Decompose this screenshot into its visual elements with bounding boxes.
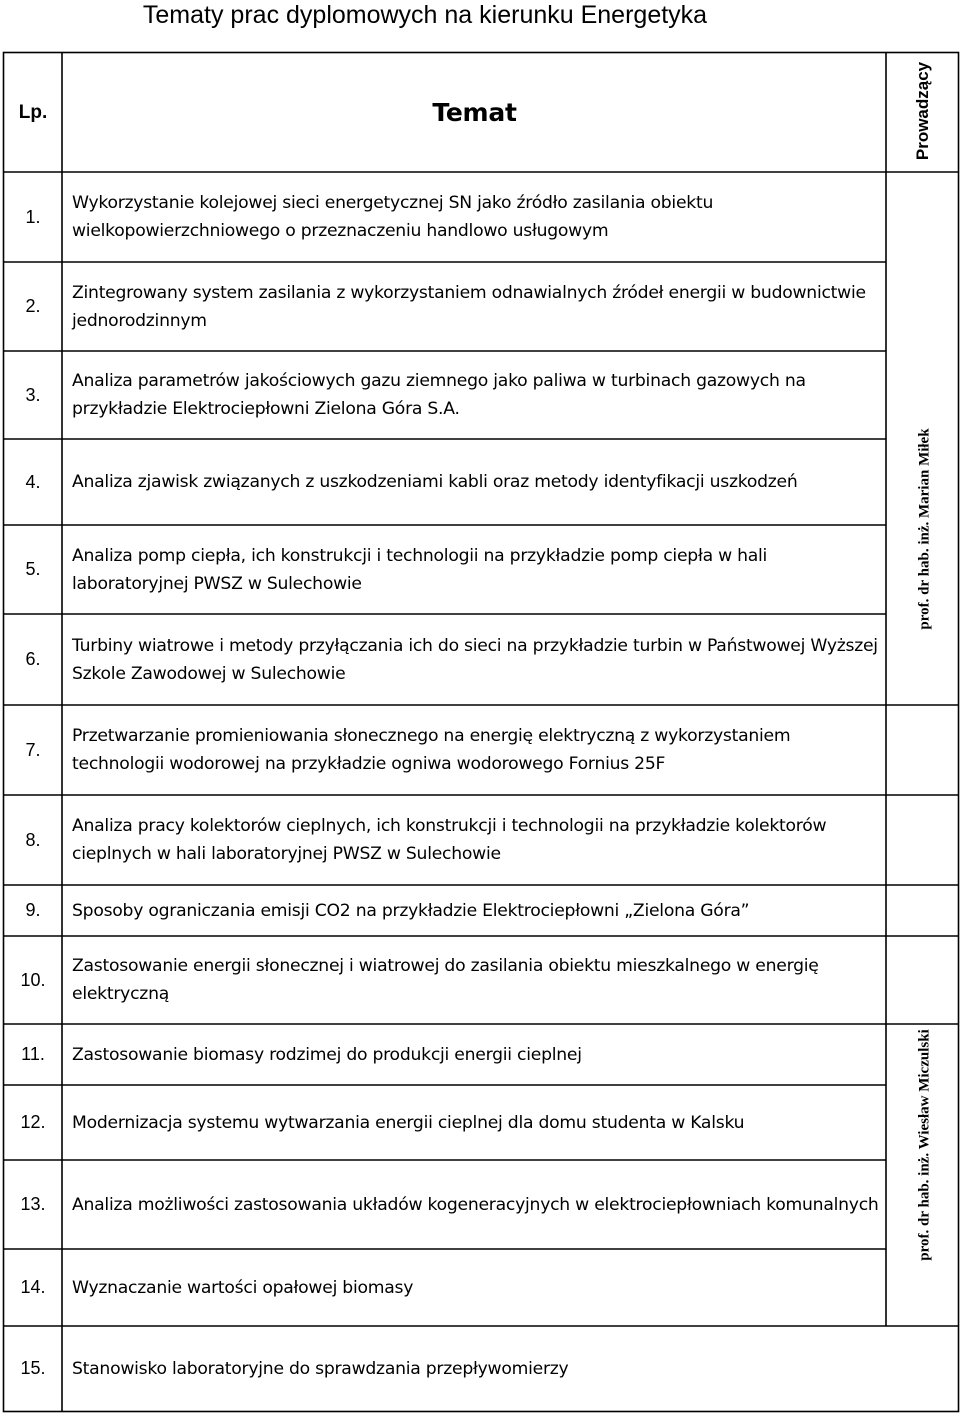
row-topic: Analiza pracy kolektorów cieplnych, ich konstrukcji i technologii na przykładzie kolektorów cieplnych w hali laboratoryjnej PWSZ w Sulechowie	[72, 816, 827, 864]
row-lp: 15.	[20, 1358, 46, 1378]
row-lp: 4.	[25, 471, 41, 492]
header-topic: Temat	[432, 97, 517, 127]
row-topic: Analiza możliwości zastosowania układów kogeneracyjnych w elektrociepłowniach komunalnych	[72, 1194, 879, 1215]
row-lp: 8.	[25, 829, 41, 850]
row-topic: Analiza pomp ciepła, ich konstrukcji i technologii na przykładzie pomp ciepła w hali laboratoryjnej PWSZ w Sulechowie	[72, 545, 768, 594]
row-lp: 3.	[25, 384, 41, 405]
row-lp: 9.	[25, 900, 41, 920]
row-lp: 11.	[21, 1044, 45, 1064]
row-topic: Wyznaczanie wartości opałowej biomasy	[72, 1277, 414, 1298]
row-topic: Przetwarzanie promieniowania słonecznego na energię elektryczną z wykorzystaniem technologii wodorowej na przykładzie ogniwa wodorowego Fornius 25F	[72, 726, 791, 774]
row-topic: Sposoby ograniczania emisji CO2 na przykładzie Elektrociepłowni „Zielona Góra”	[72, 900, 750, 921]
row-lp: 2.	[25, 296, 41, 316]
row-lp: 6.	[25, 649, 41, 669]
row-lp: 10.	[20, 969, 46, 990]
row-topic: Wykorzystanie kolejowej sieci energetycznej SN jako źródło zasilania obiektu wielkopowierzchniowego o przeznaczeniu handlowo usługowym	[72, 193, 714, 241]
row-topic: Zastosowanie biomasy rodzimej do produkcji energii cieplnej	[72, 1044, 582, 1065]
header-lp: Lp.	[18, 101, 48, 123]
row-lp: 12.	[20, 1112, 46, 1132]
row-lp: 13.	[20, 1194, 46, 1214]
supervisor-name: prof. dr hab. inż. Wiesław Miczulski	[916, 1029, 933, 1261]
row-topic: Modernizacja systemu wytwarzania energii cieplnej dla domu studenta w Kalsku	[72, 1112, 745, 1133]
header-supervisor: Prowadzący	[913, 61, 932, 161]
row-topic: Zintegrowany system zasilania z wykorzystaniem odnawialnych źródeł energii w budownictwie jednorodzinnym	[72, 282, 866, 331]
row-lp: 14.	[20, 1277, 46, 1297]
supervisor-name: prof. dr hab. inż. Marian Miłek	[916, 428, 933, 630]
row-topic: Analiza parametrów jakościowych gazu ziemnego jako paliwa w turbinach gazowych na przykładzie Elektrociepłowni Zielona Góra S.A.	[72, 371, 806, 419]
row-lp: 5.	[25, 559, 41, 579]
row-topic: Zastosowanie energii słonecznej i wiatrowej do zasilania obiektu mieszkalnego w energię elektryczną	[72, 956, 819, 1004]
row-lp: 7.	[25, 739, 41, 760]
row-topic: Analiza zjawisk związanych z uszkodzeniami kabli oraz metody identyfikacji uszkodzeń	[72, 472, 798, 492]
page-title: Tematy prac dyplomowych na kierunku Energetyka	[142, 1, 708, 29]
row-topic: Turbiny wiatrowe i metody przyłączania ich do sieci na przykładzie turbin w Państwowej Wyższej Szkole Zawodowej w Sulechowie	[72, 635, 878, 684]
row-lp: 1.	[25, 206, 41, 227]
row-topic: Stanowisko laboratoryjne do sprawdzania przepływomierzy	[72, 1358, 569, 1379]
